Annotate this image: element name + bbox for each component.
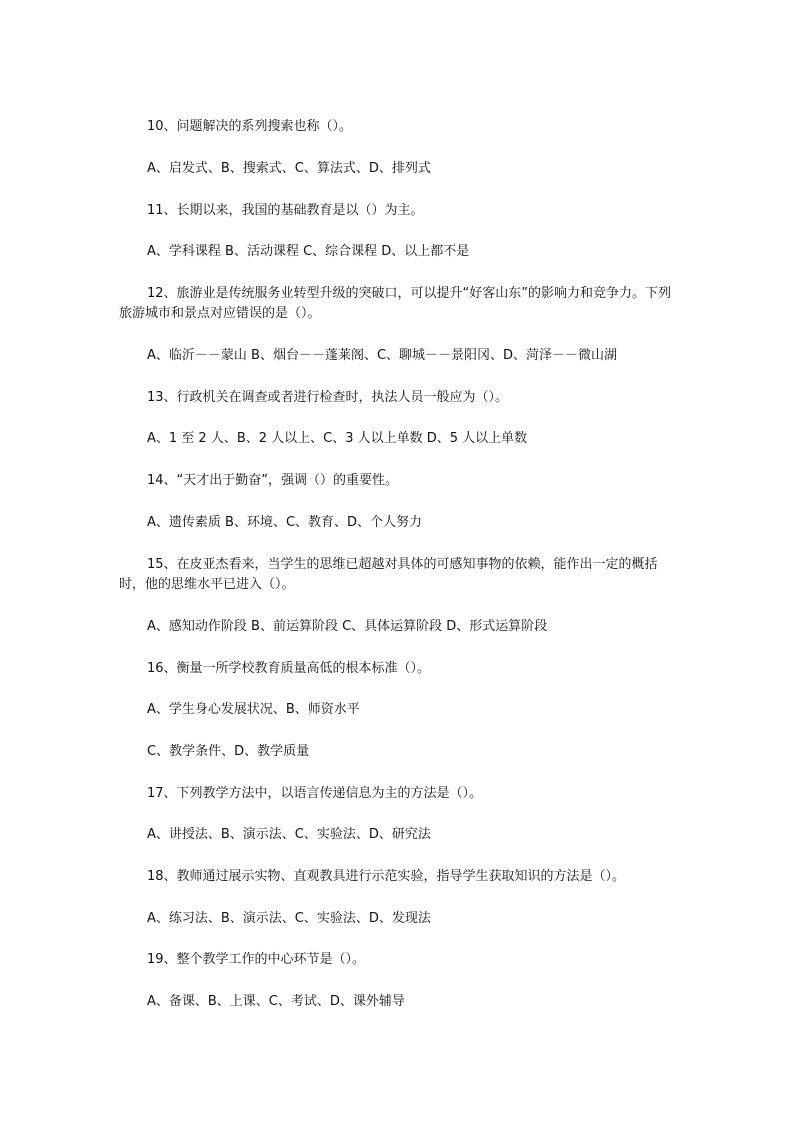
question-12: 12、旅游业是传统服务业转型升级的突破口，可以提升“好客山东”的影响力和竞争力。下列旅游城市和景点对应错误的是（）。 [119,286,672,321]
options-14: A、遗传素质 B、环境、C、教育、D、个人努力 [147,515,423,530]
question-13: 13、行政机关在调查或者进行检查时，执法人员一般应为（）。 [147,390,509,405]
options-15: A、感知动作阶段 B、前运算阶段 C、具体运算阶段 D、形式运算阶段 [147,619,548,634]
options-19: A、备课、B、上课、C、考试、D、课外辅导 [147,994,405,1009]
options-13: A、1 至 2 人、B、2 人以上、C、3 人以上单数 D、5 人以上单数 [147,431,528,446]
question-17: 17、下列教学方法中，以语言传递信息为主的方法是（）。 [147,786,483,801]
options-12: A、临沂－－蒙山 B、烟台－－蓬莱阁、C、聊城－－景阳冈、D、菏泽－－微山湖 [147,348,618,363]
question-19: 19、整个教学工作的中心环节是（）。 [147,952,366,967]
options-16b: C、教学条件、D、教学质量 [147,744,310,759]
question-15: 15、在皮亚杰看来，当学生的思维已超越对具体的可感知事物的依赖，能作出一定的概括时，他的思维水平已进入（）。 [119,557,658,592]
options-10: A、启发式、B、搜索式、C、算法式、D、排列式 [147,161,431,176]
options-16a: A、学生身心发展状况、B、师资水平 [147,702,360,717]
question-10: 10、问题解决的系列搜索也称（）。 [147,119,353,134]
question-18: 18、教师通过展示实物、直观教具进行示范实验，指导学生获取知识的方法是（）。 [147,869,626,884]
question-16: 16、衡量一所学校教育质量高低的根本标准（）。 [147,661,431,676]
options-18: A、练习法、B、演示法、C、实验法、D、发现法 [147,911,431,926]
options-11: A、学科课程 B、活动课程 C、综合课程 D、以上都不是 [147,244,470,259]
options-17: A、讲授法、B、演示法、C、实验法、D、研究法 [147,827,431,842]
question-14: 14、“天才出于勤奋”，强调（）的重要性。 [147,473,399,488]
question-11: 11、长期以来，我国的基础教育是以（）为主。 [147,203,424,218]
